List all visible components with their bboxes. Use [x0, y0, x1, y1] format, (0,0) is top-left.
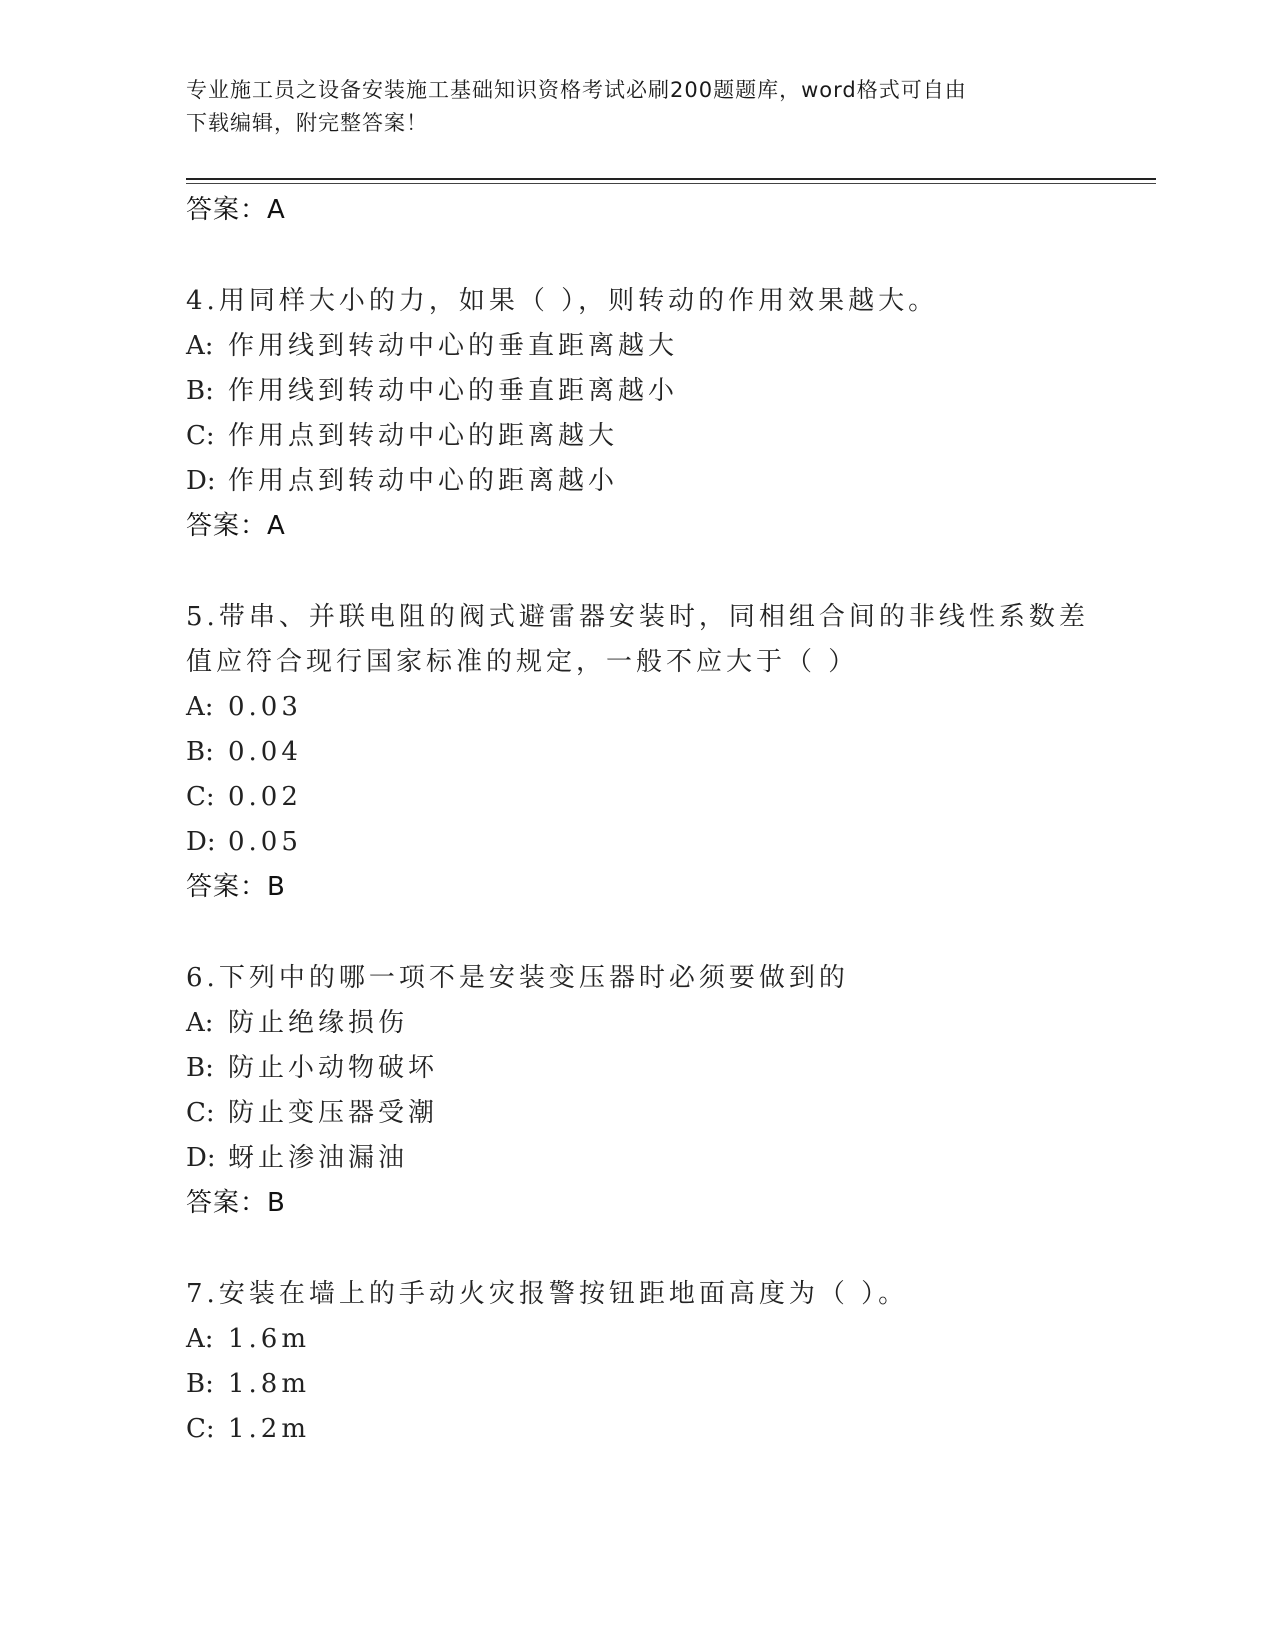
option-text: 0.03	[228, 692, 302, 722]
option-item	[186, 1046, 1156, 1091]
question-text: 安装在墙上的手动火灾报警按钮距地面高度为（ ）。	[218, 1279, 909, 1309]
option-text: 防止变压器受潮	[228, 1098, 439, 1128]
question-stem-continued	[186, 640, 1156, 685]
question-block	[186, 279, 1156, 549]
option-letter: A:	[186, 1008, 214, 1038]
document-title	[186, 74, 1066, 140]
question-stem	[186, 1272, 1156, 1317]
option-text: 0.05	[228, 827, 302, 857]
question-gap	[186, 910, 1156, 956]
option-text: 0.04	[228, 737, 302, 767]
question-number: 7.	[186, 1279, 219, 1309]
option-item	[186, 1091, 1156, 1136]
question-text: 用同样大小的力，如果（ ），则转动的作用效果越大。	[218, 286, 939, 316]
option-text: 作用线到转动中心的垂直距离越小	[228, 376, 679, 406]
title-line-1: 专业施工员之设备安装施工基础知识资格考试必刷200题题库，word格式可自由	[186, 78, 967, 102]
question-block	[186, 595, 1156, 910]
answer-line	[186, 1181, 1156, 1226]
option-item	[186, 1136, 1156, 1181]
option-letter: A:	[186, 1324, 214, 1354]
option-letter: C:	[186, 1098, 215, 1128]
option-item	[186, 820, 1156, 865]
option-text: 防止小动物破坏	[228, 1053, 439, 1083]
answer-prefix: 答案：	[186, 872, 268, 902]
option-text: 1.2m	[228, 1414, 311, 1444]
option-letter: B:	[186, 376, 214, 406]
option-text: 蚜止渗油漏油	[228, 1143, 409, 1173]
question-block	[186, 956, 1156, 1226]
question-gap	[186, 233, 1156, 279]
option-text: 1.8m	[228, 1369, 311, 1399]
answer-prefix: 答案：	[186, 1188, 268, 1218]
question-gap	[186, 1226, 1156, 1272]
option-letter: C:	[186, 1414, 215, 1444]
option-letter: A:	[186, 692, 214, 722]
question-number: 5.	[186, 602, 219, 632]
question-number: 4.	[186, 286, 219, 316]
option-text: 0.02	[228, 782, 302, 812]
option-item	[186, 1362, 1156, 1407]
option-letter: A:	[186, 331, 214, 361]
option-letter: B:	[186, 737, 214, 767]
question-stem	[186, 956, 1156, 1001]
question-stem	[186, 279, 1156, 324]
option-item	[186, 1001, 1156, 1046]
option-letter: B:	[186, 1369, 214, 1399]
option-item	[186, 1317, 1156, 1362]
option-item	[186, 775, 1156, 820]
option-item	[186, 685, 1156, 730]
question-text: 值应符合现行国家标准的规定，一般不应大于（ ）	[186, 647, 859, 677]
question-number: 6.	[186, 963, 219, 993]
option-letter: C:	[186, 421, 215, 451]
option-text: 1.6m	[228, 1324, 311, 1354]
answer-letter: B	[267, 872, 286, 902]
question-text: 带串、并联电阻的阀式避雷器安装时，同相组合间的非线性系数差	[218, 602, 1089, 632]
option-item	[186, 459, 1156, 504]
question-list	[186, 188, 1156, 1452]
answer-letter: B	[267, 1188, 286, 1218]
option-letter: B:	[186, 1053, 214, 1083]
answer-letter: A	[267, 511, 286, 541]
answer-prefix: 答案：	[186, 511, 268, 541]
question-gap	[186, 549, 1156, 595]
option-letter: D:	[186, 466, 216, 496]
option-letter: D:	[186, 827, 216, 857]
question-stem	[186, 595, 1156, 640]
option-item	[186, 369, 1156, 414]
option-text: 防止绝缘损伤	[228, 1008, 409, 1038]
header-rule-thick	[186, 178, 1156, 180]
option-letter: D:	[186, 1143, 216, 1173]
answer-line	[186, 865, 1156, 910]
previous-answer	[186, 188, 1156, 233]
option-item	[186, 1407, 1156, 1452]
option-text: 作用点到转动中心的距离越大	[228, 421, 619, 451]
title-line-2: 下载编辑，附完整答案！	[186, 111, 428, 135]
option-item	[186, 324, 1156, 369]
answer-line	[186, 504, 1156, 549]
option-text: 作用线到转动中心的垂直距离越大	[228, 331, 679, 361]
option-item	[186, 414, 1156, 459]
header-rule-thin	[186, 183, 1156, 184]
answer-prefix: 答案：	[186, 195, 268, 225]
option-item	[186, 730, 1156, 775]
answer-letter: A	[267, 195, 286, 225]
option-text: 作用点到转动中心的距离越小	[228, 466, 619, 496]
question-text: 下列中的哪一项不是安装变压器时必须要做到的	[218, 963, 849, 993]
question-block	[186, 1272, 1156, 1452]
option-letter: C:	[186, 782, 215, 812]
